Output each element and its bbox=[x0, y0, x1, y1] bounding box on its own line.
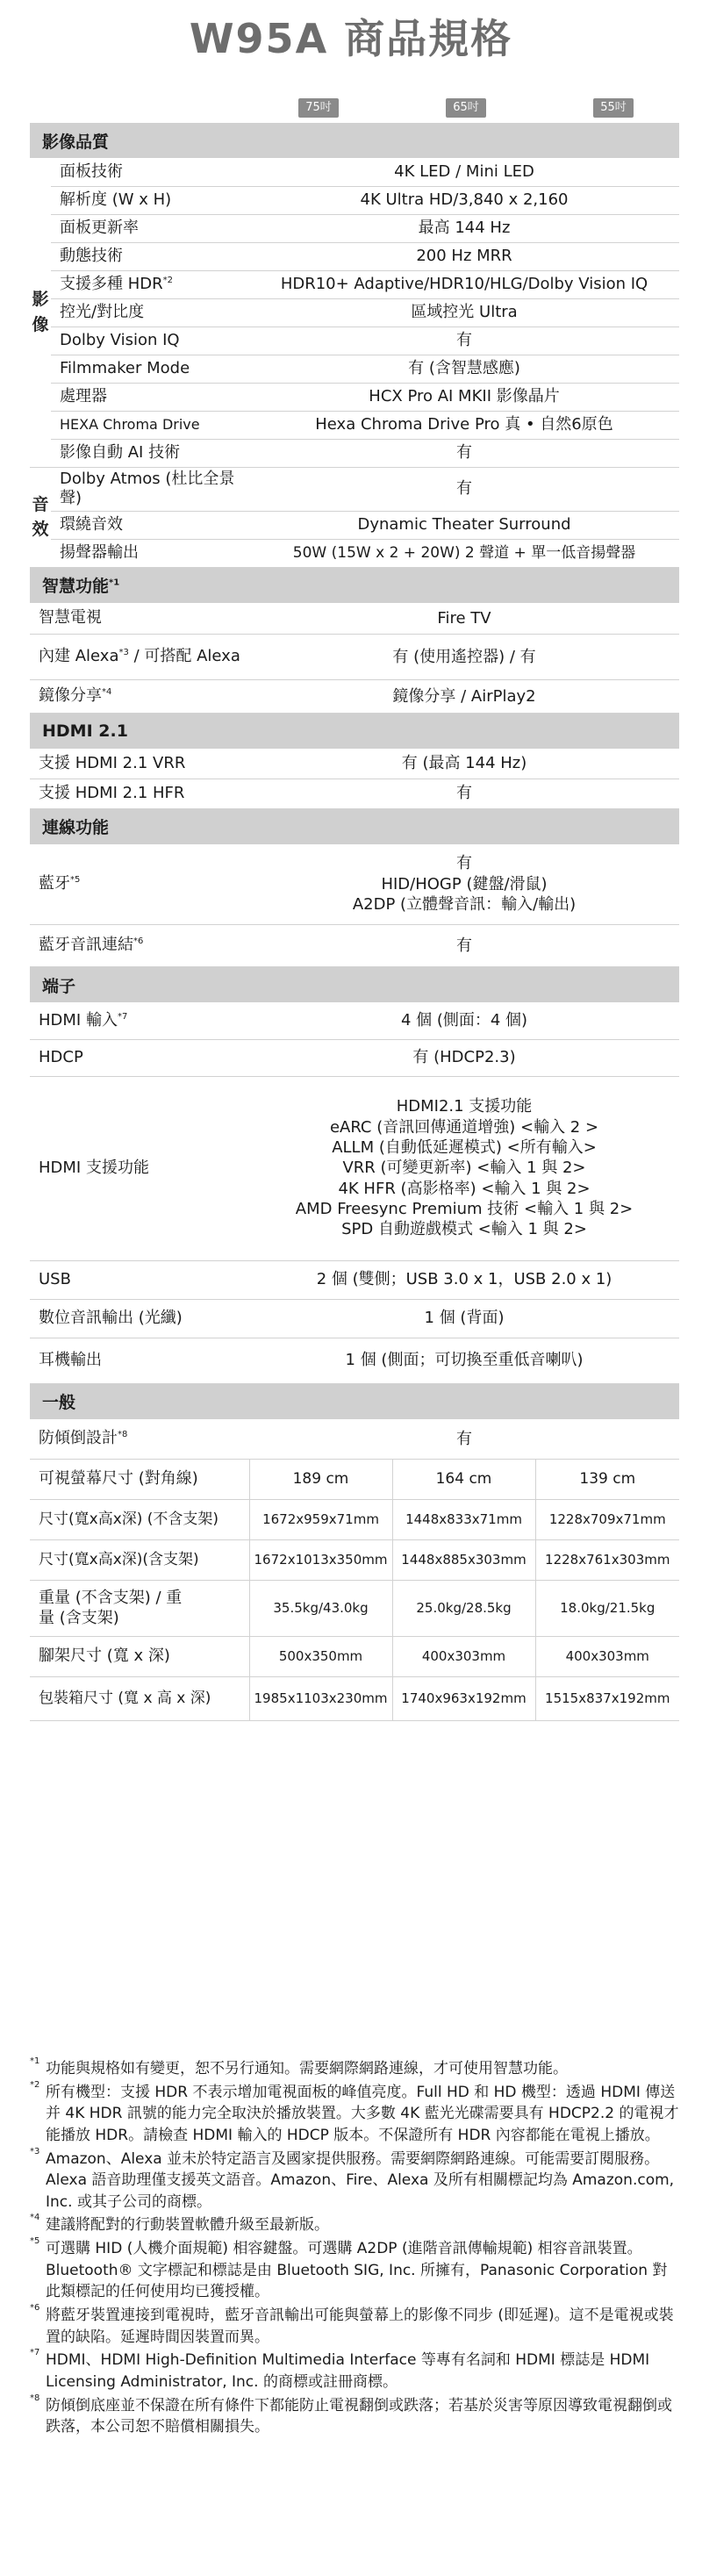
spec-value: 有 (最高 144 Hz) bbox=[249, 749, 679, 779]
spec-value: 200 Hz MRR bbox=[249, 242, 679, 270]
spec-label: HDMI 支援功能 bbox=[30, 1076, 249, 1260]
table-row bbox=[30, 1581, 679, 1637]
table-row bbox=[30, 925, 679, 967]
spec-value: 有 bbox=[249, 439, 679, 467]
table-row bbox=[30, 1338, 679, 1383]
spec-value-55: 1228x709x71mm bbox=[535, 1500, 679, 1540]
table-row bbox=[30, 539, 679, 567]
spec-label: 內建 Alexa$^{*3}$ / 可搭配 Alexa bbox=[30, 635, 249, 680]
section-header bbox=[30, 714, 679, 750]
spec-label: 支援 HDMI 2.1 VRR bbox=[30, 749, 249, 779]
spec-label: 面板更新率 bbox=[51, 214, 249, 242]
footnote: *7 HDMI、HDMI High-Definition Multimedia Interface 等專有名詞和 HDMI 標誌是 HDMI Licensing Administrator, Inc. 的商標或註冊商標。 bbox=[30, 2348, 650, 2391]
section-title: 端子 bbox=[30, 967, 679, 1003]
table-row bbox=[30, 326, 679, 355]
table-row bbox=[30, 844, 679, 925]
table-row bbox=[30, 383, 679, 411]
spec-label: 耳機輸出 bbox=[30, 1338, 249, 1383]
spec-value-65: 400x303mm bbox=[392, 1637, 535, 1677]
spec-value: 有 bbox=[249, 779, 679, 808]
footnote: *2 所有機型：支援 HDR 不表示增加電視面板的峰值亮度。Full HD 和 HD 機型：透過 HDMI 傳送并 4K HDR 訊號的能力完全取決於播放裝置。大多數 4K 藍光光碟需要具有 HDCP2.2 的電視才能播放 HDR。請檢查 HDMI 輸入的 HDCP 版本。不保證所有 HDR 內容都能在電視上播放。 bbox=[30, 2079, 679, 2144]
table-row bbox=[30, 680, 679, 714]
section-header bbox=[30, 967, 679, 1003]
spec-label: 腳架尺寸 (寬 x 深) bbox=[30, 1637, 249, 1677]
group-label-audio: 音效 bbox=[30, 467, 51, 567]
spec-value: HDR10+ Adaptive/HDR10/HLG/Dolby Vision IQ bbox=[249, 270, 679, 298]
spec-value: 區域控光 Ultra bbox=[249, 298, 679, 326]
table-row bbox=[30, 298, 679, 326]
spec-value-65: 1448x833x71mm bbox=[392, 1500, 535, 1540]
spec-label: 揚聲器輸出 bbox=[51, 539, 249, 567]
table-row bbox=[30, 1419, 679, 1460]
spec-value: Fire TV bbox=[249, 603, 679, 635]
footnote-ref: *6 bbox=[133, 936, 144, 947]
spec-value-75: 500x350mm bbox=[249, 1637, 392, 1677]
spec-value: Dynamic Theater Surround bbox=[249, 511, 679, 539]
spec-value-75: 1672x959x71mm bbox=[249, 1500, 392, 1540]
footnote-ref: *8 bbox=[118, 1430, 128, 1439]
spec-value: 有 (使用遙控器) / 有 bbox=[249, 635, 679, 680]
footnote-ref: *3 bbox=[118, 648, 129, 658]
spec-value: 最高 144 Hz bbox=[249, 214, 679, 242]
spec-value-65: 164 cm bbox=[392, 1460, 535, 1500]
spec-label: 動態技術 bbox=[51, 242, 249, 270]
size-chip-65: 65吋 bbox=[446, 98, 486, 118]
spec-value: 4K Ultra HD/3,840 x 2,160 bbox=[249, 186, 679, 214]
spec-value-55: 400x303mm bbox=[535, 1637, 679, 1677]
spec-value: 1 個 (背面) bbox=[249, 1299, 679, 1338]
spec-label: USB bbox=[30, 1260, 249, 1299]
section-header bbox=[30, 567, 679, 603]
footnote: *5 可選購 HID (人機介面規範) 相容鍵盤。可選購 A2DP (進階音訊傳輸規範) 相容音訊裝置。Bluetooth® 文字標記和標誌是由 Bluetooth SIG, Inc. 所擁有，Panasonic Corporation 對此類標記的任何使用均已獲授權。 bbox=[30, 2236, 668, 2301]
spec-value-55: 18.0kg/21.5kg bbox=[535, 1581, 679, 1637]
spec-label: HDCP bbox=[30, 1039, 249, 1076]
section-header bbox=[30, 808, 679, 844]
footnote: *1 功能與規格如有變更，恕不另行通知。需要網際網路連線，才可使用智慧功能。 bbox=[30, 2056, 568, 2077]
spec-label: 尺寸(寬x高x深) (不含支架) bbox=[30, 1500, 249, 1540]
footnotes bbox=[30, 2058, 679, 2440]
spec-value-65: 1448x885x303mm bbox=[392, 1540, 535, 1581]
footnote: *6 將藍牙裝置連接到電視時，藍牙音訊輸出可能與螢幕上的影像不同步 (即延遲)。這不是電視或裝置的缺陷。延遲時間因裝置而異。 bbox=[30, 2303, 674, 2346]
table-row bbox=[30, 186, 679, 214]
spec-value-75: 1985x1103x230mm bbox=[249, 1677, 392, 1721]
footnote-ref: *1 bbox=[109, 578, 120, 588]
table-row bbox=[30, 439, 679, 467]
spec-label: 控光/對比度 bbox=[51, 298, 249, 326]
table-row bbox=[30, 1076, 679, 1260]
table-row bbox=[30, 1677, 679, 1721]
table-row bbox=[30, 214, 679, 242]
spec-label: HDMI 輸入$^{*7}$ bbox=[30, 1002, 249, 1039]
table-row bbox=[30, 1260, 679, 1299]
spec-value: HCX Pro AI MKII 影像晶片 bbox=[249, 383, 679, 411]
spec-label: 尺寸(寬x高x深)(含支架) bbox=[30, 1540, 249, 1581]
spec-label: Dolby Vision IQ bbox=[51, 326, 249, 355]
spec-label: 面板技術 bbox=[51, 158, 249, 186]
spec-label: Filmmaker Mode bbox=[51, 355, 249, 383]
size-header bbox=[0, 98, 702, 118]
spec-value-75: 35.5kg/43.0kg bbox=[249, 1581, 392, 1637]
table-row bbox=[30, 1637, 679, 1677]
table-row bbox=[30, 411, 679, 439]
table-row bbox=[30, 1002, 679, 1039]
spec-label: 支援 HDMI 2.1 HFR bbox=[30, 779, 249, 808]
spec-value-55: 139 cm bbox=[535, 1460, 679, 1500]
spec-value-65: 1740x963x192mm bbox=[392, 1677, 535, 1721]
spec-label: 包裝箱尺寸 (寬 x 高 x 深) bbox=[30, 1677, 249, 1721]
spec-label: 防傾倒設計$^{*8}$ bbox=[30, 1419, 249, 1460]
table-row bbox=[30, 1460, 679, 1500]
spec-label: 智慧電視 bbox=[30, 603, 249, 635]
spec-label: 處理器 bbox=[51, 383, 249, 411]
section-header bbox=[30, 123, 679, 158]
table-row bbox=[30, 1299, 679, 1338]
footnote: *8 防傾倒底座並不保證在所有條件下都能防止電視翻倒或跌落；若基於災害等原因導致電視翻倒或跌落，本公司恕不賠償相關損失。 bbox=[30, 2393, 672, 2436]
spec-label: 可視螢幕尺寸 (對角線) bbox=[30, 1460, 249, 1500]
spec-value: 2 個 (雙側；USB 3.0 x 1，USB 2.0 x 1) bbox=[249, 1260, 679, 1299]
spec-value: HDMI2.1 支援功能 eARC (音訊回傳通道增強) <輸入 2 > ALLM (自動低延遲模式) <所有輸入> VRR (可變更新率) <輸入 1 與 2> 4K HFR (高影格率) <輸入 1 與 2> AMD Freesync Premium 技術 <輸入 1 與 2> SPD 自動遊戲模式 <輸入 1 與 2> bbox=[249, 1076, 679, 1260]
table-row bbox=[30, 1039, 679, 1076]
spec-label: 環繞音效 bbox=[51, 511, 249, 539]
table-row bbox=[30, 158, 679, 186]
page-title: W95A 商品規格 bbox=[189, 15, 513, 62]
table-row bbox=[30, 467, 679, 511]
spec-value: 有 bbox=[249, 925, 679, 967]
table-row bbox=[30, 355, 679, 383]
section-header bbox=[30, 1383, 679, 1419]
table-row bbox=[30, 270, 679, 298]
size-chip-55: 55吋 bbox=[593, 98, 634, 118]
spec-label: 鏡像分享$^{*4}$ bbox=[30, 680, 249, 714]
spec-value: 有 HID/HOGP (鍵盤/滑鼠) A2DP (立體聲音訊：輸入/輸出) bbox=[249, 844, 679, 925]
table-row bbox=[30, 635, 679, 680]
spec-label: 藍牙音訊連結$^{*6}$ bbox=[30, 925, 249, 967]
section-title: 影像品質 bbox=[30, 123, 679, 158]
spec-value: Hexa Chroma Drive Pro 真 • 自然6原色 bbox=[249, 411, 679, 439]
spec-value-55: 1228x761x303mm bbox=[535, 1540, 679, 1581]
spec-value: 有 (含智慧感應) bbox=[249, 355, 679, 383]
spec-value: 有 bbox=[249, 326, 679, 355]
footnote-ref: *2 bbox=[162, 275, 173, 285]
section-title: HDMI 2.1 bbox=[30, 714, 679, 750]
spec-value-75: 1672x1013x350mm bbox=[249, 1540, 392, 1581]
table-row bbox=[30, 242, 679, 270]
table-row bbox=[30, 749, 679, 779]
spec-value: 有 (HDCP2.3) bbox=[249, 1039, 679, 1076]
footnote-ref: *4 bbox=[102, 687, 112, 698]
section-title: 連線功能 bbox=[30, 808, 679, 844]
section-title: 智慧功能$^{*1}$ bbox=[30, 567, 679, 603]
table-row bbox=[30, 1500, 679, 1540]
spec-value: 有 bbox=[249, 467, 679, 511]
size-chip-75: 75吋 bbox=[298, 98, 339, 118]
spec-label: 重量 (不含支架) / 重量 (含支架) bbox=[30, 1581, 249, 1637]
group-label-image: 影像 bbox=[30, 158, 51, 467]
footnote-ref: *7 bbox=[117, 1011, 128, 1022]
footnote-ref: *5 bbox=[70, 875, 81, 885]
spec-value: 4 個 (側面：4 個) bbox=[249, 1002, 679, 1039]
spec-label: 支援多種 HDR$^{*2}$ bbox=[51, 270, 249, 298]
footnote: *4 建議將配對的行動裝置軟體升級至最新版。 bbox=[30, 2213, 329, 2235]
spec-value: 50W (15W x 2 + 20W) 2 聲道 + 單一低音揚聲器 bbox=[249, 539, 679, 567]
footnote: *3 Amazon、Alexa 並未於特定語言及國家提供服務。需要網際網路連線。可能需要訂閱服務。Alexa 語音助理僅支援英文語音。Amazon、Fire、Alexa 及所有相關標記均為 Amazon.com, Inc. 或其子公司的商標。 bbox=[30, 2146, 675, 2211]
spec-value-75: 189 cm bbox=[249, 1460, 392, 1500]
spec-label: 藍牙$^{*5}$ bbox=[30, 844, 249, 925]
spec-value: 有 bbox=[249, 1419, 679, 1460]
spec-table bbox=[30, 123, 679, 1721]
spec-value-55: 1515x837x192mm bbox=[535, 1677, 679, 1721]
table-row bbox=[30, 511, 679, 539]
spec-value: 1 個 (側面；可切換至重低音喇叭) bbox=[249, 1338, 679, 1383]
spec-value: 鏡像分享 / AirPlay2 bbox=[249, 680, 679, 714]
table-row bbox=[30, 779, 679, 808]
spec-value-65: 25.0kg/28.5kg bbox=[392, 1581, 535, 1637]
table-row bbox=[30, 1540, 679, 1581]
spec-value: 4K LED / Mini LED bbox=[249, 158, 679, 186]
section-title: 一般 bbox=[30, 1383, 679, 1419]
spec-label: 數位音訊輸出 (光纖) bbox=[30, 1299, 249, 1338]
spec-label: HEXA Chroma Drive bbox=[51, 411, 249, 439]
spec-label: 影像自動 AI 技術 bbox=[51, 439, 249, 467]
table-row bbox=[30, 603, 679, 635]
spec-label: 解析度 (W x H) bbox=[51, 186, 249, 214]
spec-label: Dolby Atmos (杜比全景聲) bbox=[51, 467, 249, 511]
